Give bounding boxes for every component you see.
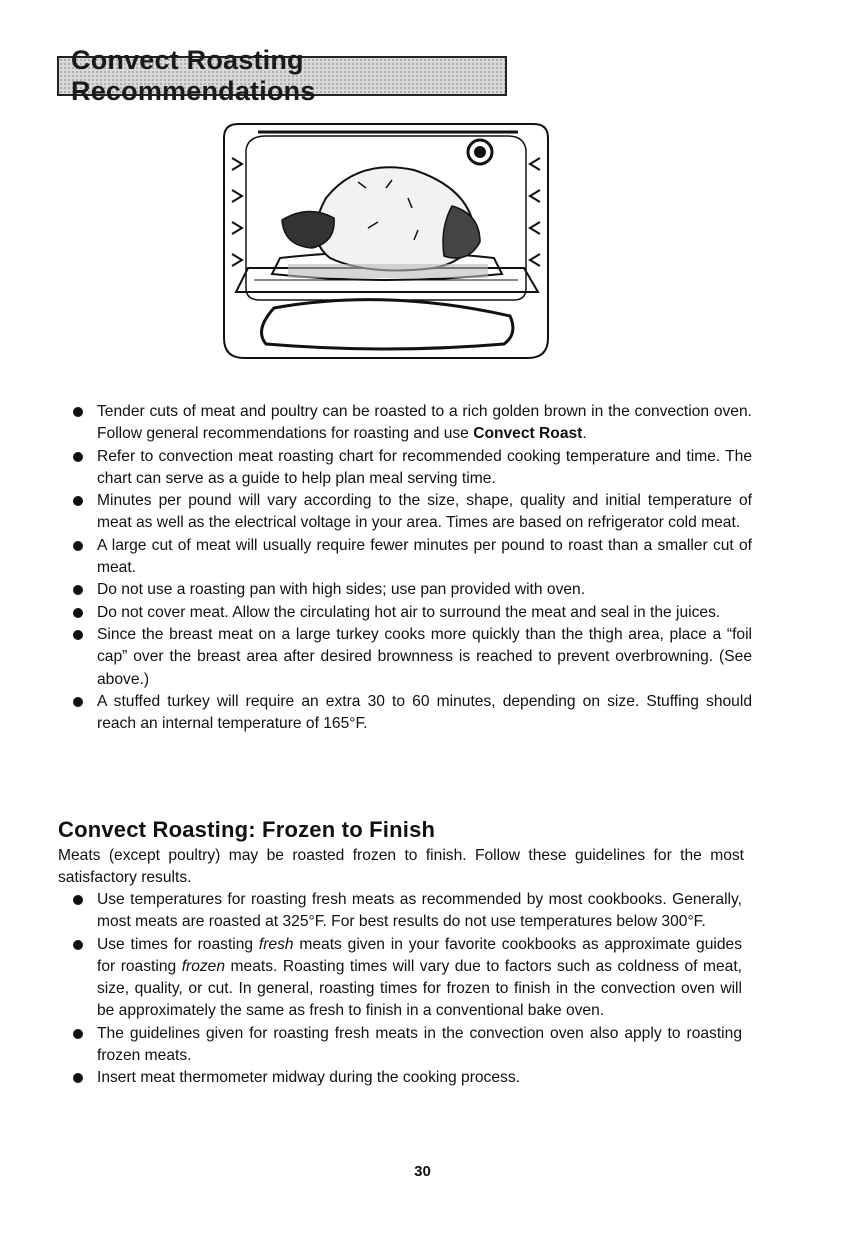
list-item: Refer to convection meat roasting chart for recommended cooking temperature and time. The chart can serve as a guide to help plan meal serving time. bbox=[40, 446, 752, 491]
section-title-box bbox=[57, 45, 507, 106]
page-number: 30 bbox=[414, 1163, 431, 1180]
list-item: Since the breast meat on a large turkey cooks more quickly than the thigh area, place a “foil cap” over the breast area after desired brownness is reached to prevent overbrowning. (See above.) bbox=[40, 624, 752, 691]
list-item: The guidelines given for roasting fresh meats in the convection oven also apply to roasting frozen meats. bbox=[40, 1023, 742, 1068]
list-item: A large cut of meat will usually require fewer minutes per pound to roast than a smaller cut of meat. bbox=[40, 535, 752, 580]
list-item: Insert meat thermometer midway during the cooking process. bbox=[40, 1067, 742, 1089]
list-item: Use temperatures for roasting fresh meats as recommended by most cookbooks. Generally, most meats are roasted at 325°F. For best results do not use temperatures below 300°F. bbox=[40, 889, 742, 934]
section-intro: Meats (except poultry) may be roasted frozen to finish. Follow these guidelines for the most satisfactory results. bbox=[58, 847, 744, 887]
oven-turkey-illustration bbox=[218, 118, 554, 366]
section-title: Convect Roasting Recommendations bbox=[71, 45, 316, 106]
list-item: A stuffed turkey will require an extra 30 to 60 minutes, depending on size. Stuffing should reach an internal temperature of 165°F. bbox=[40, 691, 752, 736]
list-item: Do not use a roasting pan with high sides; use pan provided with oven. bbox=[40, 579, 752, 601]
list-item: Do not cover meat. Allow the circulating hot air to surround the meat and seal in the juices. bbox=[40, 602, 752, 624]
section-heading: Convect Roasting: Frozen to Finish bbox=[58, 817, 436, 842]
list-item: Use times for roasting fresh meats given in your favorite cookbooks as approximate guides for roasting frozen meats. Roasting times will vary due to factors such as coldness of meat, size, quality, or cut. In general, roasting times for frozen to finish in the convection oven will be approximately the same as fresh to finish in a conventional bake oven. bbox=[40, 934, 742, 1023]
recommendation-list bbox=[40, 401, 752, 735]
list-item: Tender cuts of meat and poultry can be roasted to a rich golden brown in the convection oven. Follow general recommendations for roasting and use Convect Roast. bbox=[40, 401, 752, 446]
frozen-guidelines-list bbox=[40, 889, 742, 1090]
list-item: Minutes per pound will vary according to the size, shape, quality and initial temperature of meat as well as the electrical voltage in your area. Times are based on refrigerator cold meat. bbox=[40, 490, 752, 535]
